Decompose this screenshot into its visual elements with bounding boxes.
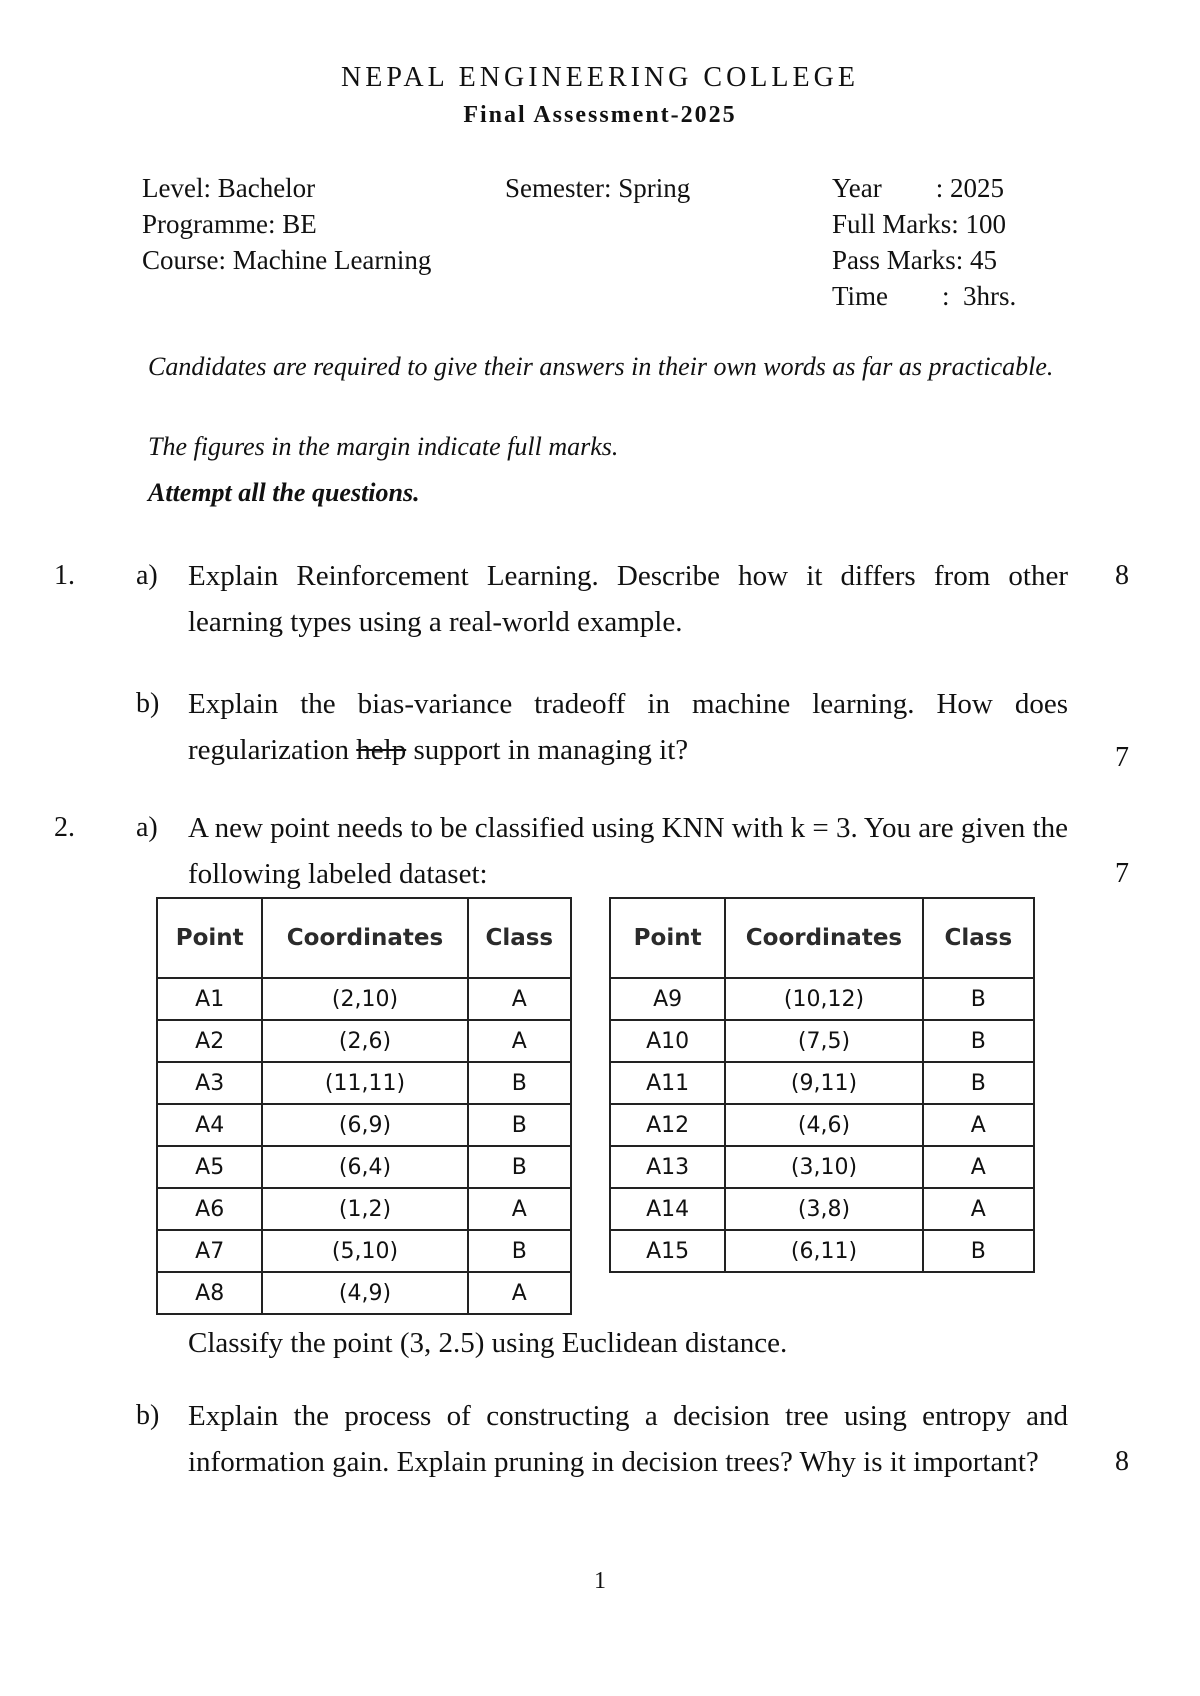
level-info: Level: Bachelor	[142, 173, 316, 203]
table-row	[157, 978, 571, 1020]
table-cell: B	[923, 1020, 1034, 1062]
table-cell: (6,4)	[262, 1146, 467, 1188]
table-cell: (1,2)	[262, 1188, 467, 1230]
table-cell: A15	[610, 1230, 725, 1272]
table-cell: A3	[157, 1062, 262, 1104]
table-cell: A11	[610, 1062, 725, 1104]
table-cell: A2	[157, 1020, 262, 1062]
college-name: NEPAL ENGINEERING COLLEGE	[341, 62, 859, 93]
table-row	[157, 1272, 571, 1314]
column-header-coordinates: Coordinates	[262, 898, 467, 978]
column-header-coordinates: Coordinates	[725, 898, 922, 978]
table-cell: (3,10)	[725, 1146, 922, 1188]
column-header-class: Class	[923, 898, 1034, 978]
table-cell: (11,11)	[262, 1062, 467, 1104]
sub-question-label: a)	[136, 812, 158, 843]
instruction-own-words: Candidates are required to give their answers in their own words as far as practicable.	[148, 352, 1054, 381]
table-cell: B	[468, 1146, 571, 1188]
table-cell: A5	[157, 1146, 262, 1188]
table-cell: (9,11)	[725, 1062, 922, 1104]
table-cell: A	[468, 1188, 571, 1230]
table-row	[610, 1020, 1034, 1062]
question-number: 1.	[54, 560, 75, 591]
instruction-attempt-all: Attempt all the questions.	[148, 478, 420, 507]
table-row	[610, 1104, 1034, 1146]
table-row	[157, 1104, 571, 1146]
table-cell: A	[923, 1146, 1034, 1188]
table-row	[610, 1062, 1034, 1104]
table-cell: A4	[157, 1104, 262, 1146]
table-cell: (4,6)	[725, 1104, 922, 1146]
table-cell: (6,11)	[725, 1230, 922, 1272]
table-cell: A	[468, 978, 571, 1020]
table-row	[157, 1230, 571, 1272]
question-1a-text: Explain Reinforcement Learning. Describe how it differs from other learning types using a real-world example.	[188, 560, 1068, 638]
classify-instruction: Classify the point (3, 2.5) using Euclidean distance.	[188, 1327, 788, 1359]
table-row	[157, 1146, 571, 1188]
question-2a-marks: 7	[1115, 858, 1129, 889]
table-cell: B	[468, 1230, 571, 1272]
table-cell: (5,10)	[262, 1230, 467, 1272]
table-cell: (2,10)	[262, 978, 467, 1020]
question-2b-text: Explain the process of constructing a decision tree using entropy and information gain. Explain pruning in decision trees? Why is it important?	[188, 1400, 1068, 1478]
table-row	[157, 1020, 571, 1062]
table-cell: (4,9)	[262, 1272, 467, 1314]
table-cell: A6	[157, 1188, 262, 1230]
table-cell: A1	[157, 978, 262, 1020]
table-row	[610, 1230, 1034, 1272]
table-cell: B	[468, 1062, 571, 1104]
table-cell: A13	[610, 1146, 725, 1188]
table-cell: B	[923, 1062, 1034, 1104]
programme-info: Programme: BE	[142, 209, 317, 239]
table-cell: (10,12)	[725, 978, 922, 1020]
question-number: 2.	[54, 812, 75, 843]
column-header-point: Point	[157, 898, 262, 978]
instruction-margin-marks: The figures in the margin indicate full marks.	[148, 432, 619, 461]
table-cell: B	[923, 978, 1034, 1020]
dataset-table-left	[156, 897, 572, 1315]
table-cell: A	[468, 1020, 571, 1062]
column-header-point: Point	[610, 898, 725, 978]
table-cell: A	[923, 1104, 1034, 1146]
question-1a-marks: 8	[1115, 560, 1129, 591]
question-1b-text: Explain the bias-variance tradeoff in machine learning. How does regularization help support in managing it?	[188, 688, 1068, 766]
table-cell: A14	[610, 1188, 725, 1230]
table-cell: A9	[610, 978, 725, 1020]
time-info: Time : 3hrs.	[832, 281, 1017, 311]
sub-question-label: b)	[136, 1400, 160, 1431]
pass-marks-info: Pass Marks: 45	[832, 245, 998, 275]
table-cell: B	[923, 1230, 1034, 1272]
table-cell: A	[923, 1188, 1034, 1230]
table-row	[610, 1188, 1034, 1230]
table-cell: (3,8)	[725, 1188, 922, 1230]
sub-question-label: b)	[136, 688, 160, 719]
sub-question-label: a)	[136, 560, 158, 591]
table-cell: A8	[157, 1272, 262, 1314]
dataset-table-right	[609, 897, 1035, 1273]
year-info: Year : 2025	[832, 173, 1005, 203]
question-1b-marks: 7	[1115, 742, 1129, 773]
table-row	[157, 1062, 571, 1104]
table-cell: A7	[157, 1230, 262, 1272]
table-row	[610, 1146, 1034, 1188]
table-cell: (6,9)	[262, 1104, 467, 1146]
table-cell: (7,5)	[725, 1020, 922, 1062]
struck-word: help	[356, 734, 407, 766]
full-marks-info: Full Marks: 100	[832, 209, 1007, 239]
column-header-class: Class	[468, 898, 571, 978]
page-number: 1	[594, 1568, 606, 1594]
table-cell: A10	[610, 1020, 725, 1062]
table-cell: B	[468, 1104, 571, 1146]
table-row	[610, 978, 1034, 1020]
question-2b-marks: 8	[1115, 1446, 1129, 1477]
course-info: Course: Machine Learning	[142, 245, 432, 275]
table-row	[157, 1188, 571, 1230]
semester-info: Semester: Spring	[505, 173, 691, 203]
assessment-title: Final Assessment-2025	[463, 102, 737, 128]
table-cell: A12	[610, 1104, 725, 1146]
table-cell: (2,6)	[262, 1020, 467, 1062]
question-2a-text: A new point needs to be classified using KNN with k = 3. You are given the following labeled dataset:	[188, 812, 1068, 890]
table-cell: A	[468, 1272, 571, 1314]
